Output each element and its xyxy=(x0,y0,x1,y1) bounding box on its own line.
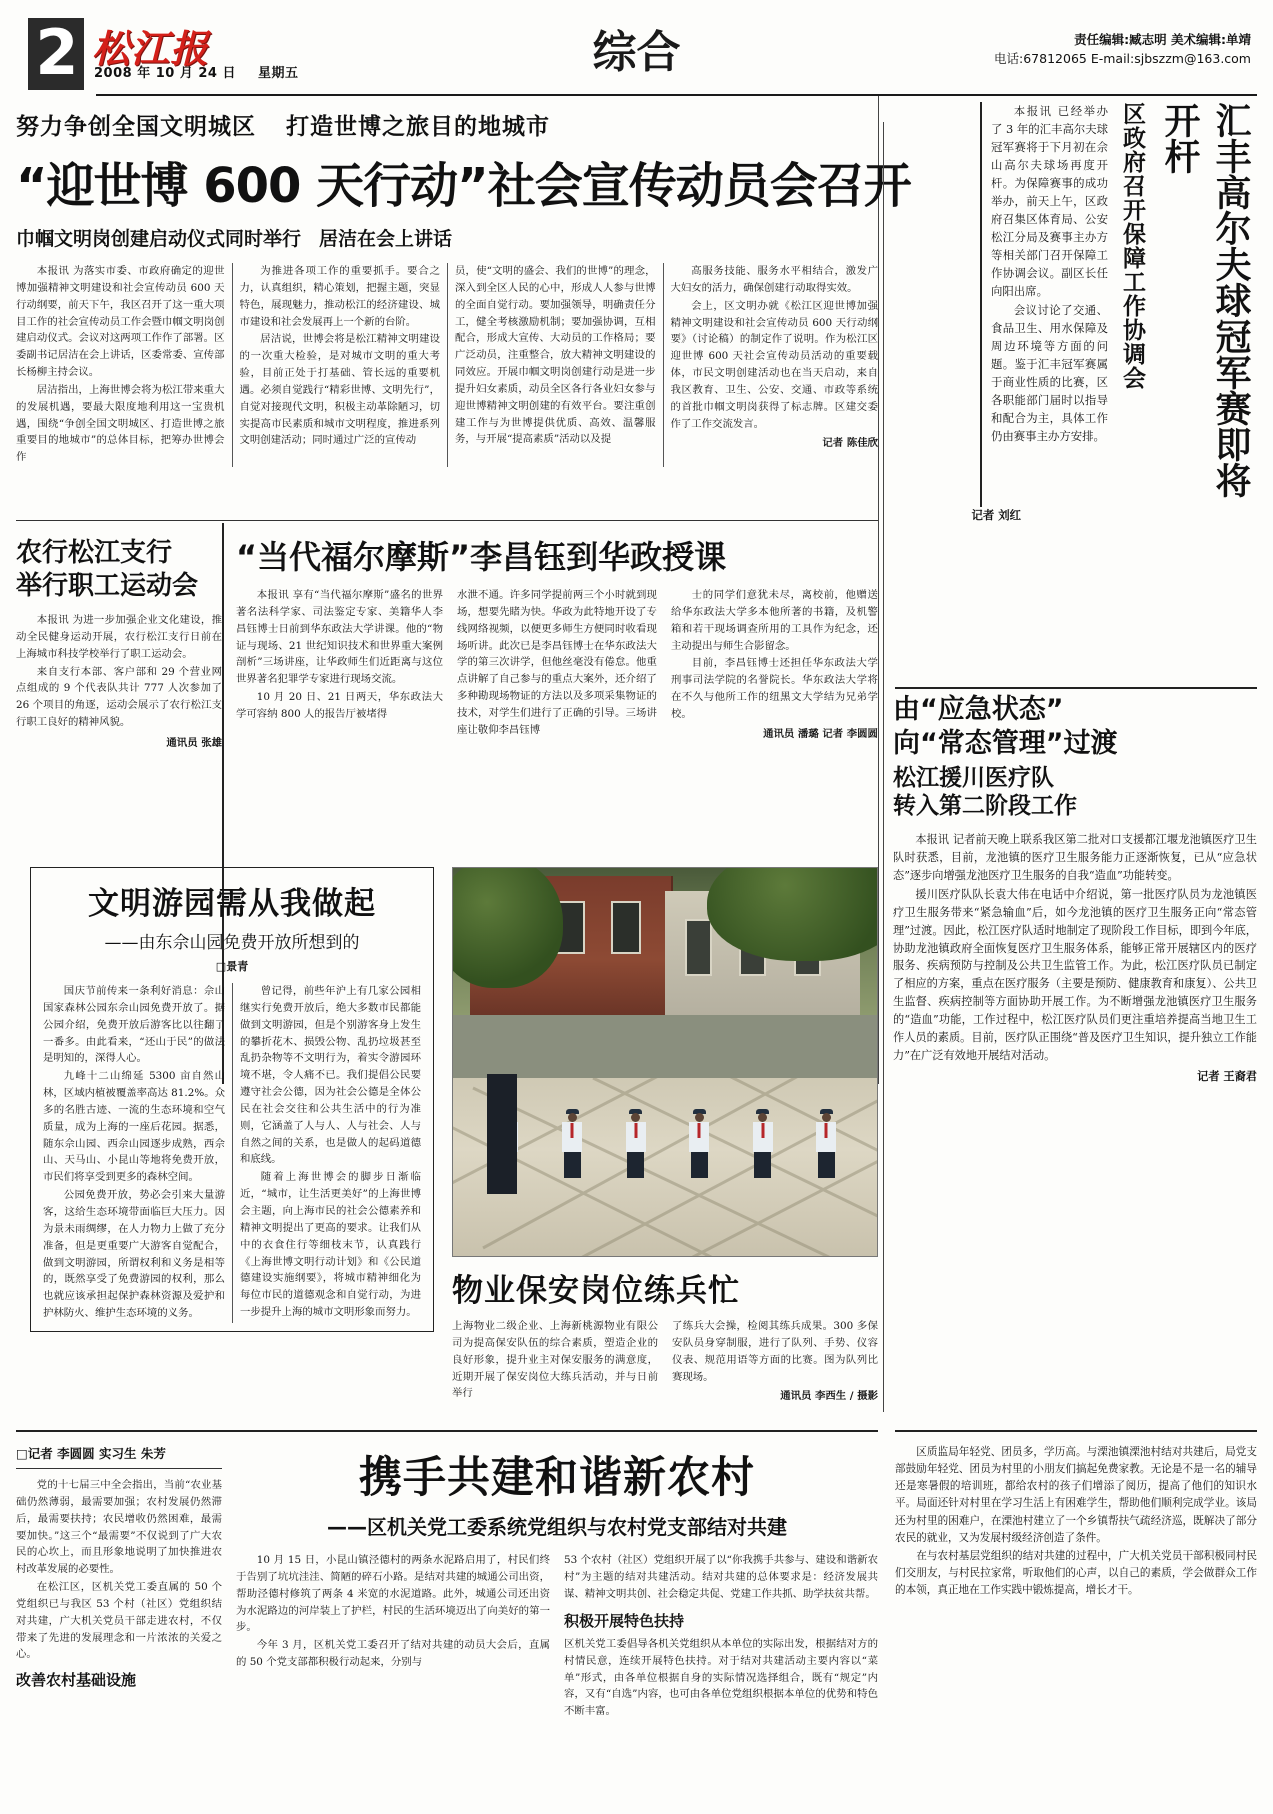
holmes-headline: “当代福尔摩斯”李昌钰到华政授课 xyxy=(236,538,727,576)
photo-guard xyxy=(813,1109,839,1178)
bank-headline-1: 农行松江支行 xyxy=(16,538,173,568)
section-title: 综合 xyxy=(592,27,681,78)
village-column-3-subhead: 积极开展特色扶持 xyxy=(564,1611,685,1630)
bank-body: 本报讯 为进一步加强企业文化建设，推动全民健身运动开展，农行松江支行日前在上海城市科技学校举行了职工运动会。 来自支行本部、客户部和 29 个营业网点组成的 9 个代表队共计 777 人次参加了 26 个项目的角逐，运动会展示了农行松江支行职工良好的精神风貌。 xyxy=(16,614,222,729)
guard-photo-block xyxy=(452,867,878,1405)
lead-subhead-1: 巾帼文明岗创建启动仪式同时举行 xyxy=(16,228,302,250)
holmes-column-1: 本报讯 享有“当代福尔摩斯”盛名的世界著名法科学家、司法鉴定专家、美籍华人李昌钰博士日前到华东政法大学讲课。他的“物证与现场、21 世纪知识技术和世界重大案例剖析”三场讲座，让华政师生们近距离与这位世界著名犯罪学专家进行现场交流。 10 月 20 日、21 日两天，华东政法大学可容纳 800 人的报告厅被堵得 xyxy=(236,589,443,720)
holmes-byline: 通讯员 潘璐 记者 李圆圆 xyxy=(763,727,878,740)
village-main xyxy=(222,1444,878,1720)
contact-credit: 电话:67812065 E-mail:sjbszzm@163.com xyxy=(994,51,1251,67)
medical-headline-2: 向“常态管理”过渡 xyxy=(893,727,1118,759)
medical-headline-1: 由“应急状态” xyxy=(893,694,1064,725)
village-story xyxy=(16,1430,878,1720)
park-feature-author: □景青 xyxy=(215,960,249,973)
medical-byline: 记者 王裔君 xyxy=(1197,1069,1257,1083)
park-feature-subtitle: ——由东佘山园免费开放所想到的 xyxy=(104,933,360,953)
village-column-1-subhead: 改善农村基础设施 xyxy=(16,1671,137,1690)
park-feature-column-1: 国庆节前传来一条利好消息：佘山国家森林公园东佘山园免费开放了。据公园介绍，免费开放后游客比以往翻了一番多。由此看来，“还山于民”的做法是明知的，深得人心。 九峰十二山绵延 5300 亩自然山林，区域内植被覆盖率高达 81.2%。众多的名胜古迹、一流的生态环境和空气质量，成为上海的一座后花园。据悉，随东佘山园、西佘山园逐步成熟，西佘山、天马山、小昆山等地将免费开放，市民们将享受到更多的森林空间。 公园免费开放，势必会引来大量游客，这给生态环境带面临巨大压力。因为景未雨绸缪，在人力物力上做了充分准备，但是更重要广大游客自觉配合，做到文明游园，所谓权利和义务是相等的，既然享受了免费游园的权利，那么也就应该承担起保护森林资源及爱护和护林防火、维护生态环境的义务。 xyxy=(43,985,225,1320)
lead-column-4-text: 高服务技能、服务水平相结合，激发广大妇女的活力，确保创建行动取得实效。 会上，区文明办就《松江区迎世博加强精神文明建设和社会宣传动员 600 天行动纲要》（讨论稿）的制定作了说明。作为松江区迎世博 600 天社会宣传动员活动的重要载体，市民文明创建活动也在当天启动，来自我区教育、卫生、公安、交通、市政等系统的首批巾帼文明岗获得了标志牌。区建交委作了工作交流发言。 xyxy=(670,265,878,430)
village-column-4-wrap xyxy=(895,1430,1257,1600)
village-reporter-tag: □记者 李圆圆 实习生 朱芳 xyxy=(16,1446,166,1461)
editor-credit: 责任编辑:臧志明 美术编辑:单靖 xyxy=(1074,32,1251,47)
village-column-4: 区质监局年轻党、团员多，学历高。与溧池镇溧池村结对共建后，局党支部鼓励年轻党、团员为村里的小朋友们搞起免费家教。无论是不是一名的辅导还是寒暑假的培训班，都给农村的孩子们增添了阅历，提高了他们的知识水平。局面还针对村里在学习生活上有困难学生，帮助他们顺利完成学业。该局还为村里的困难户，在溧池村建立了一个乡镇帮扶气疏经济巡，既解决了部分农民的就业，又为发展村级经济创造了条件。 在与农村基层党组织的结对共建的过程中，广大机关党员干部积极同村民们交朋友，与村民拉家常，听取他们的心声，以自己的素质，学会做群众工作的本领，真正地在工作实践中锻炼提高，增长才干。 xyxy=(895,1446,1257,1597)
medical-headline-3: 松江援川医疗队 xyxy=(893,764,1054,791)
photo-tree xyxy=(452,867,563,988)
lead-story xyxy=(16,108,911,467)
lead-bottom-divider xyxy=(16,520,878,521)
medical-story xyxy=(878,523,1257,1084)
main-sidebar-separator xyxy=(883,122,884,1412)
medical-body: 本报讯 记者前天晚上联系我区第二批对口支援都江堰龙池镇医疗卫生队时获悉，目前，龙池镇的医疗卫生服务能力正逐渐恢复，已从“应急状态”逐步向增强龙池医疗卫生服务的自我“造血”功能转变。 援川医疗队队长袁大伟在电话中介绍说，第一批医疗队员为龙池镇医疗卫生服务带来“紧急输血”后，如今龙池镇的医疗卫生服务正向“常态管理”过渡。因此，松江医疗队适时地制定了现阶段工作目标，即到今年底，协助龙池镇政府全面恢复医疗卫生服务体系，能够正常开展辖区内的医疗服务、疾病预防与控制及公共卫生监管工作。为此，松江医疗队员已制定了相应的方案，重点在医疗服务（主要是预防、健康教育和康复）、公共卫生监督、疾病控制等方面协助开展工作。为不断增强龙池镇医疗卫生服务的“造血”功能，工作过程中，松江医疗队员们更注重培养提高当地卫生工作人员的素质。目前，医疗队正围绕“普及医疗卫生知识，提升独立工作能力”在广泛有效地开展结对活动。 xyxy=(893,833,1257,1063)
sidebar-divider xyxy=(895,687,1257,689)
village-column-2: 10 月 15 日，小昆山镇泾德村的两条水泥路启用了，村民们终于告别了坑坑洼洼、简陋的碎石小路。是结对共建的城通公司出资，帮助泾德村修筑了两条 4 米宽的水泥道路。此外，城通公司还出资为水泥路边的河岸装上了护栏，村民的生活环境迈出了向美好的第一步。 今年 3 月，区机关党工委召开了结对共建的动员大会后，直属的 50 个党支部都积极行动起来，分别与 xyxy=(236,1554,550,1669)
holmes-column-2: 水泄不通。许多同学提前两三个小时就到现场，想要先睹为快。华政为此特地开设了专线网络视频，以便更多师生方便同时收看现场听讲。此次已是李昌钰博士在华东政法大学的第三次讲学，但他丝毫没有倦怠。他重点讲解了自己参与的重点大案外，还介绍了多种勘现场物证的方法以及多项采集物证的技术，对学生们进行了正确的引导。三场讲座让敬仰李昌钰博 xyxy=(456,589,657,736)
golf-headline: 汇丰高尔夫球冠军赛即将开杆 xyxy=(1159,102,1252,498)
photo-caption-title: 物业保安岗位练兵忙 xyxy=(452,1273,740,1309)
lead-subhead-2: 居洁在会上讲话 xyxy=(319,228,453,250)
village-title: 携手共建和谐新农村 xyxy=(359,1453,755,1503)
paper-name: 松江报 xyxy=(92,26,210,71)
page-number: 2 xyxy=(28,18,84,90)
lead-column-4 xyxy=(663,263,879,467)
photo-guard xyxy=(559,1109,585,1178)
masthead xyxy=(16,16,1257,94)
village-column-3-text: 53 个农村（社区）党组织开展了以“你我携手共参与、建设和谐新农村”为主题的结对共建活动。结对共建的总体要求是：经济发展共谋、精神文明共创、社会稳定共促、党建工作共抓、助学扶贫共帮。 xyxy=(564,1554,878,1600)
medical-headline-4: 转入第二阶段工作 xyxy=(893,793,1077,820)
publication-date xyxy=(94,62,299,81)
photo-window xyxy=(685,919,712,976)
holmes-column-3 xyxy=(664,587,878,743)
masthead-divider xyxy=(96,94,1257,96)
photo-guard xyxy=(623,1109,649,1178)
masthead-credits xyxy=(994,30,1251,69)
lead-column-3: 员，使“文明的盛会、我们的世博”的理念，深入到全区人民的心中，形成人人参与世博的全面自觉行动。要加强领导，明确责任分工，健全考核激励机制；要加强协调，互相配合，形成大宣传、大动员的工作格局；要广泛动员，注重整合，放大精神文明建设的同效应。开展巾帼文明岗创建行动是进一步提升妇女素质，动员全区各行各业妇女参与迎世博精神文明创建的有效平台。要注重创建工作与为世博提供优质、高效、温馨服务，与开展“提高素质”活动以及提 xyxy=(447,263,663,467)
village-column-3 xyxy=(557,1552,878,1720)
village-reporter-divider xyxy=(16,1468,222,1469)
lead-kicker-1: 努力争创全国文明城区 xyxy=(16,114,256,140)
bank-byline: 通讯员 张雄 xyxy=(166,736,222,749)
lead-column-2: 为推进各项工作的重要抓手。要合之力，认真组织，精心策划，把握主题，突显特色，展现魅力，推动松江的经济建设、城市建设和社会发展再上一个新的台阶。 居洁说，世博会将是松江精神文明建设的一次重大检验，是对城市文明的重大考验，目前正处于打基础、管长远的重要机遇。必须自觉践行“精彩世博、文明先行”，自觉对接现代文明，积极主动革除陋习，切实提高市民素质和城市文明程度，推进系列文明创建活动；同时通过广泛的宣传动 xyxy=(232,263,448,467)
golf-body: 本报讯 已经举办了 3 年的汇丰高尔夫球冠军赛将于下月初在佘山高尔夫球场再度开杆。为保障赛事的成功举办，前天上午，区政府召集区体育局、公安松江分局及赛事主办方等相关部门召开保障工作协调会议。副区长任向阳出席。 会议讨论了交通、食品卫生、用水保障及周边环境等方面的问题。鉴于汇丰冠军赛属于商业性质的比赛，区各职能部门届时以指导和配合为主，具体工作仍由赛事主办方安排。 xyxy=(980,102,1108,507)
weekday-text: 星期五 xyxy=(258,66,299,81)
date-text: 2008 年 10 月 24 日 xyxy=(94,66,236,81)
bank-headline-2: 举行职工运动会 xyxy=(16,570,199,601)
lead-kicker xyxy=(16,108,878,141)
village-subtitle: ——区机关党工委系统党组织与农村党支部结对共建 xyxy=(327,1515,787,1539)
photo-guard xyxy=(750,1109,776,1178)
park-feature-column-2: 曾记得，前些年沪上有几家公园相继实行免费开放后，绝大多数市民都能做到文明游园，但是个别游客身上发生的攀折花木、损毁公物、乱扔垃圾甚至乱扔杂物等不文明行为，着实令游园环境不堪，令人痛不已。我们提倡公民要遵守社会公德，因为社会公德是全体公民在社会交往和公共生活中的行为准则，它涵盖了人与人、人与社会、人与自然之间的关系，也是做人的起码道德和底线。 随着上海世博会的脚步日渐临近，“城市，让生活更美好”的上海世博会主题，向上海市民的社会公德素养和精神文明提出了更高的要求。让我们从中的衣食住行等细枝末节，认真践行《上海世博文明行动计划》和《公民道德建设实施纲要》，将城市精神细化为每位市民的道德观念和自觉行动，为进一步提升上海的城市文明形象而努力。 xyxy=(232,983,421,1323)
photo-caption-column-1: 上海物业二级企业、上海新桃源物业有限公司为提高保安队伍的综合素质，塑造企业的良好形象，提升业主对保安服务的满意度，近期开展了保安岗位大练兵活动，并与日前举行 xyxy=(452,1320,658,1400)
holmes-column-3-text: 士的同学们意犹未尽，离校前，他赠送给华东政法大学多本他所著的书籍，及机警箱和若干现场调查所用的工具作为纪念，还主动提出与师生合影留念。 目前，李昌钰博士还担任华东政法大学刑事司法学院的名誉院长。华东政法大学将在不久与他所工作的纽黑文大学结为兄弟学校。 xyxy=(670,589,878,720)
photo-caption-column-2 xyxy=(665,1318,878,1405)
lead-byline: 记者 陈佳欣 xyxy=(822,437,878,450)
lead-column-1: 本报讯 为落实市委、市政府确定的迎世博加强精神文明建设和社会宣传动员 600 天行动纲要，前天下午，我区召开了这一重大项目工作的社会宣传动员工作会暨巾帼文明岗创建启动仪式。会议对这两项工作作了部署。区委副书记居洁在会上讲话，区委常委、宣传部长杨柳主持会议。 居洁指出，上海世博会将为松江带来重大的发展机遇，要最大限度地利用这一宝贵机遇，围绕“争创全国文明城区、打造世博之旅重要目的地城市”的总体目标，把筹办世博会作 xyxy=(16,265,225,464)
lead-subhead xyxy=(16,224,878,251)
lead-kicker-2: 打造世博之旅目的地城市 xyxy=(286,114,550,140)
golf-subheadline: 区政府召开保障工作协调会 xyxy=(1119,102,1146,390)
photo-foreground-person xyxy=(487,1074,517,1194)
photo-window xyxy=(611,901,641,954)
village-left-column xyxy=(16,1444,222,1720)
security-guards-photo xyxy=(452,867,878,1257)
village-column-1: 党的十七届三中全会指出，当前“农业基础仍然薄弱，最需要加强；农村发展仍然滞后，最需要扶持；农民增收仍然困难，最需要加快。”这三个“最需要”不仅说到了广大农民的心坎上，而且形象地说明了加快推进农村改革发展的必要性。 在松江区，区机关党工委直属的 50 个党组织已与我区 53 个村（社区）党组织结对共建，广大机关党员干部走进农村，不仅带来了先进的发展理念和一片浓浓的关爱之心。 xyxy=(16,1479,222,1661)
photo-caption-byline: 通讯员 李西生 / 摄影 xyxy=(780,1390,878,1403)
newspaper-page xyxy=(0,16,1273,1814)
golf-story xyxy=(878,94,1257,523)
lead-headline: “迎世博 600 天行动”社会宣传动员会召开 xyxy=(16,158,911,214)
golf-byline: 记者 刘红 xyxy=(971,508,1021,522)
park-feature xyxy=(30,867,434,1332)
photo-caption-column-2-text: 了练兵大会操，检阅其练兵成果。300 多保安队员身穿制服，进行了队列、手势、仪容仪表、规范用语等方面的比赛。图为队列比赛现场。 xyxy=(672,1320,878,1383)
park-feature-title: 文明游园需从我做起 xyxy=(88,886,376,922)
photo-guard xyxy=(686,1109,712,1178)
village-column-3b-text: 区机关党工委倡导各机关党组织从本单位的实际出发，根据结对方的村情民意，连续开展特色扶持。对于结对共建活动主要内容以“菜单”形式，由各单位根据自身的实际情况选择组合，既有“规定”内容，又有“自选”内容，也可由各单位党组织根据本单位的优势和特色不断丰富。 xyxy=(564,1637,878,1718)
